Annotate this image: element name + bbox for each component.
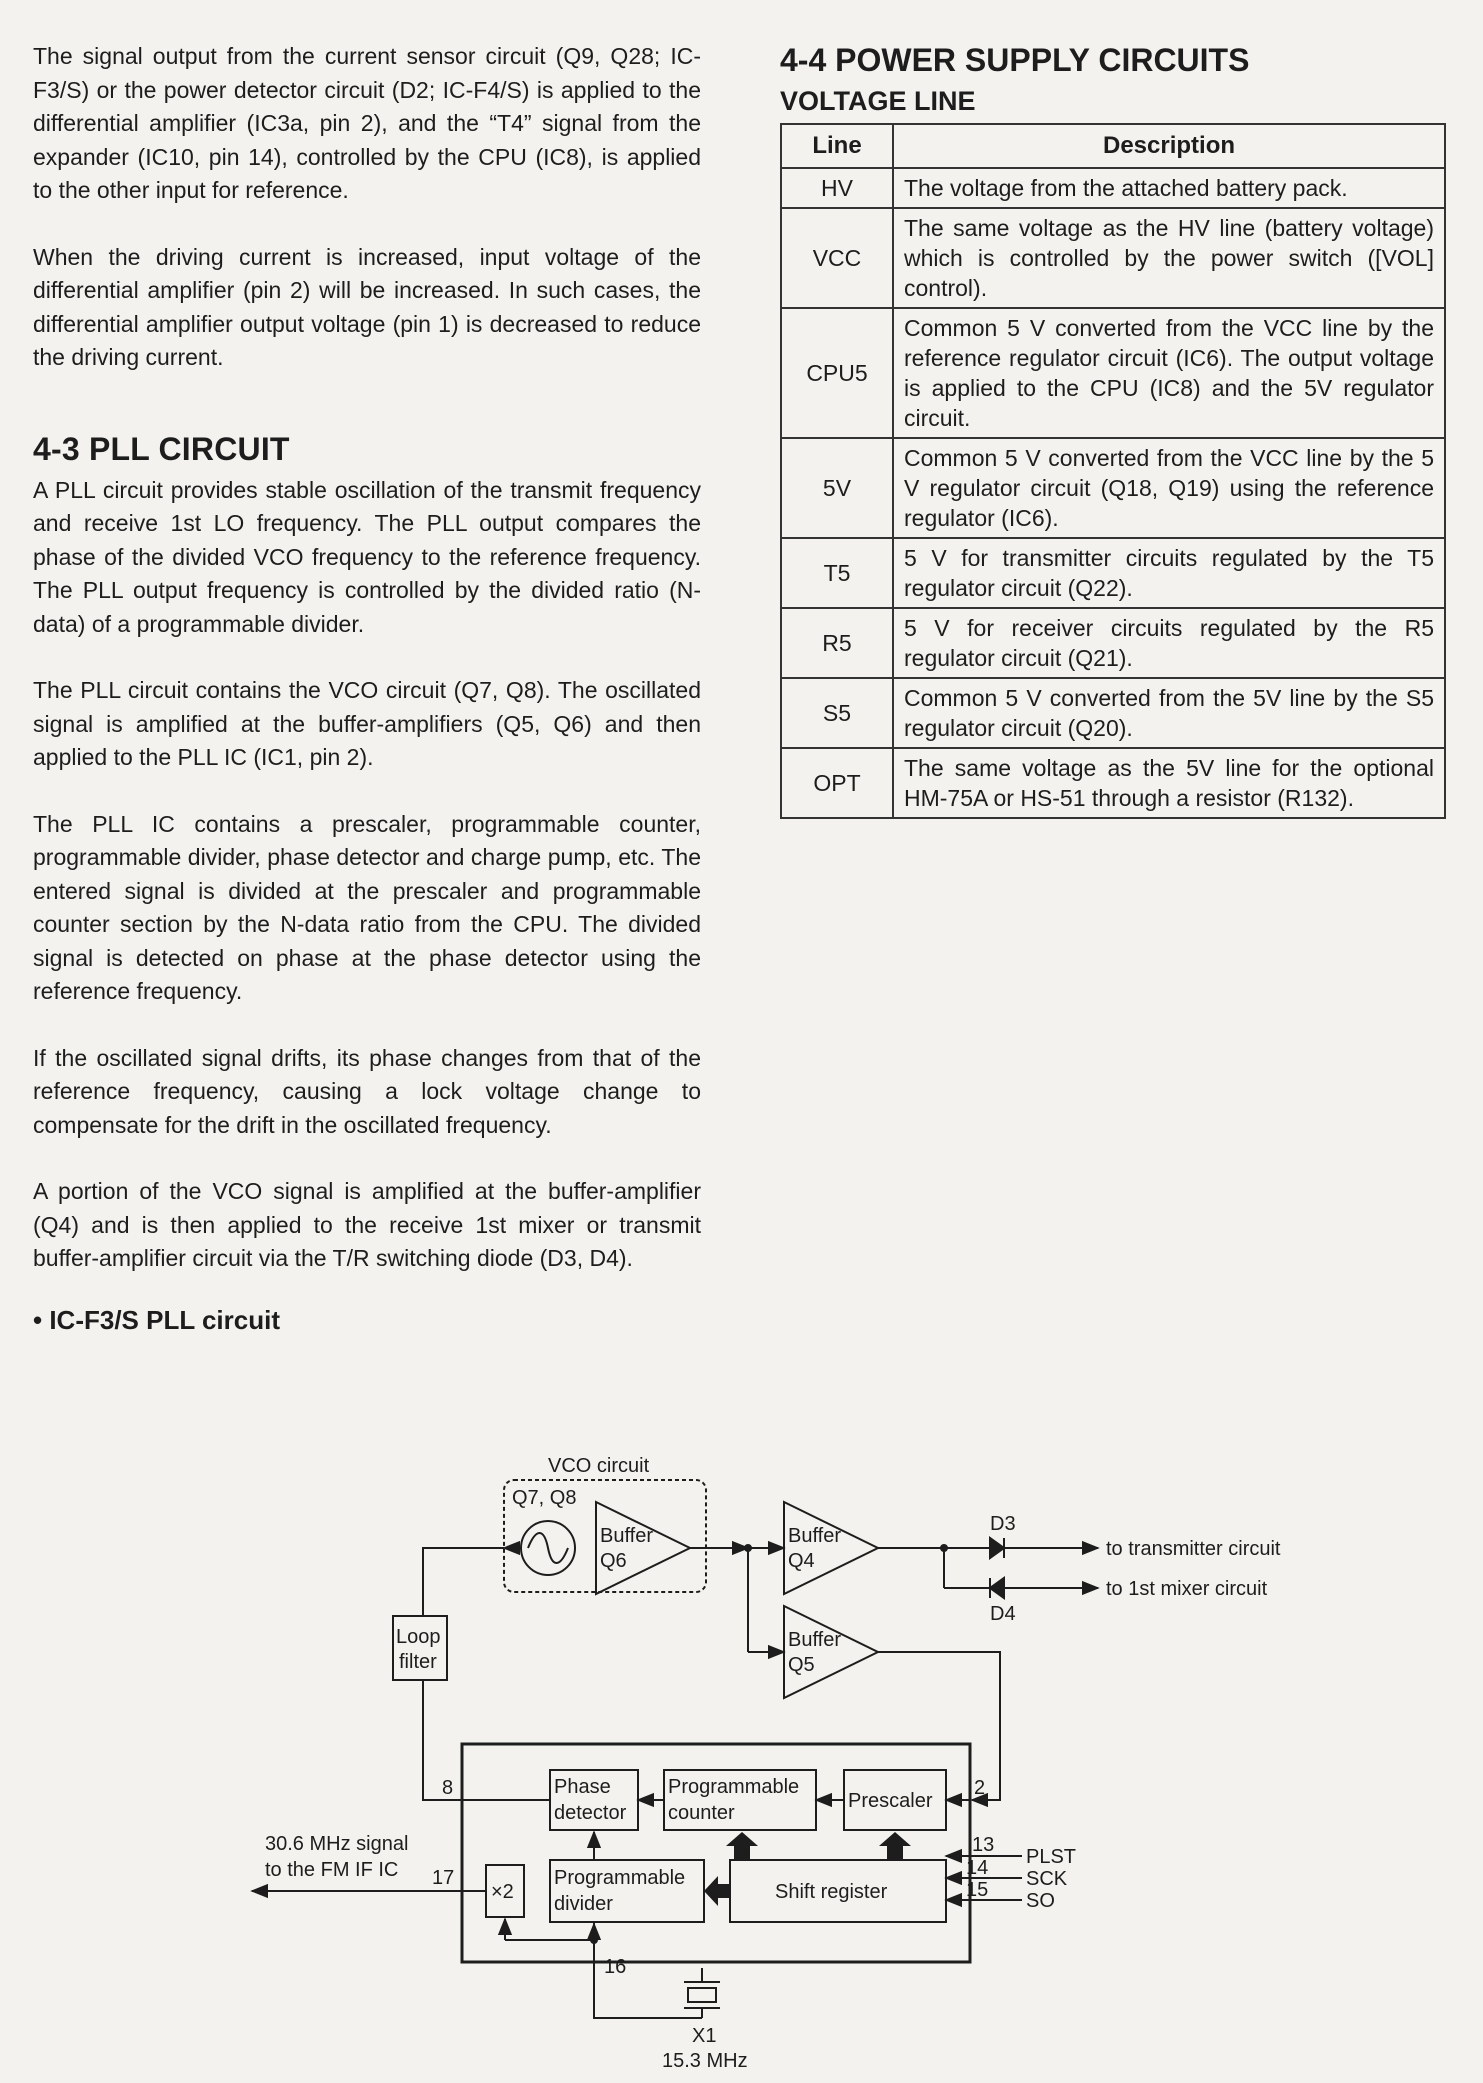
power-supply-heading: 4-4 POWER SUPPLY CIRCUITS <box>780 42 1250 78</box>
col-header-line: Line <box>781 124 893 168</box>
desc-cell: 5 V for transmitter circuits regulated by the T5 regulator circuit (Q22). <box>893 538 1445 608</box>
right-column <box>780 40 1448 819</box>
q7q8-label: Q7, Q8 <box>512 1487 577 1509</box>
desc-cell: The same voltage as the HV line (battery voltage) which is controlled by the power switch ([VOL] control). <box>893 208 1445 308</box>
buffer-q5-triangle <box>784 1606 878 1698</box>
desc-cell: 5 V for receiver circuits regulated by the R5 regulator circuit (Q21). <box>893 608 1445 678</box>
loop-filter-label: Loop <box>396 1626 441 1648</box>
shift-to-divider-arrow <box>704 1876 730 1906</box>
pin-13: 13 <box>972 1834 995 1856</box>
loop-filter-sub: filter <box>399 1651 437 1673</box>
d3-label: D3 <box>990 1513 1016 1535</box>
buffer-q4-label: Buffer <box>788 1525 841 1547</box>
diagram-title: • IC-F3/S PLL circuit <box>33 1304 280 1335</box>
programmable-divider-label: Programmable <box>554 1867 686 1889</box>
shift-register-label: Shift register <box>775 1881 888 1903</box>
pll-heading: 4-3 PLL CIRCUIT <box>33 430 290 467</box>
pll-para-1: A PLL circuit provides stable oscillation of the transmit frequency and receive 1st LO frequency. The PLL output compares the phase of the divided VCO frequency to the reference frequency. The PLL output frequency is controlled by the divided ratio (N-data) of a programmable divider. <box>33 476 701 637</box>
line-cell: S5 <box>781 678 893 748</box>
programmable-counter-sub: counter <box>668 1802 735 1824</box>
pin-2: 2 <box>974 1777 986 1799</box>
line-cell: HV <box>781 168 893 208</box>
d4-label: D4 <box>990 1603 1016 1625</box>
buffer-q6-sub: Q6 <box>600 1550 627 1572</box>
buffer-q4-sub: Q4 <box>788 1550 815 1572</box>
buffer-q6-triangle <box>596 1502 690 1594</box>
line-cell: R5 <box>781 608 893 678</box>
shift-to-counter-arrow <box>726 1832 758 1860</box>
line-cell: OPT <box>781 748 893 818</box>
line-cell: 5V <box>781 438 893 538</box>
pll-para-3: The PLL IC contains a prescaler, programmable counter, programmable divider, phase detector and charge pump, etc. The entered signal is divided at the prescaler and programmable counter section by the N-data ratio from the CPU. The divided signal is detected on phase at the phase detector using the reference frequency. <box>33 810 701 1004</box>
signal-label: 30.6 MHz signal <box>265 1833 409 1855</box>
para-driving-current: When the driving current is increased, input voltage of the differential amplifier (pin 2) will be increased. In such cases, the differential amplifier output voltage (pin 1) is decreased to reduce the driving current. <box>33 243 701 370</box>
crystal-freq-label: 15.3 MHz <box>662 2050 748 2072</box>
table-row <box>781 308 1445 438</box>
pll-circuit-diagram <box>0 1440 1483 2083</box>
buffer-q5-label: Buffer <box>788 1629 841 1651</box>
phase-detector-label: Phase <box>554 1776 611 1798</box>
table-row <box>781 678 1445 748</box>
phase-detector-sub: detector <box>554 1802 627 1824</box>
para-current-sensor: The signal output from the current sensor circuit (Q9, Q28; IC-F3/S) or the power detector circuit (D2; IC-F4/S) is applied to the differential amplifier (IC3a, pin 2), and the “T4” signal from the expander (IC10, pin 14), controlled by the CPU (IC8), is applied to the other input for reference. <box>33 43 701 203</box>
buffer-q4-triangle <box>784 1502 878 1594</box>
to-mixer-label: to 1st mixer circuit <box>1106 1578 1268 1600</box>
signal-sub: to the FM IF IC <box>265 1859 399 1881</box>
pll-para-4: If the oscillated signal drifts, its phase changes from that of the reference frequency, causing a lock voltage change to compensate for the drift in the oscillated frequency. <box>33 1044 701 1138</box>
pll-para-5: A portion of the VCO signal is amplified at the buffer-amplifier (Q4) and is then applied to the receive 1st mixer or transmit buffer-amplifier circuit via the T/R switching diode (D3, D4). <box>33 1178 701 1271</box>
table-row <box>781 208 1445 308</box>
voltage-line-heading: VOLTAGE LINE <box>780 86 976 116</box>
pin-8: 8 <box>442 1777 454 1799</box>
pin-16: 16 <box>604 1956 627 1978</box>
programmable-divider-sub: divider <box>554 1893 613 1915</box>
x1-label: X1 <box>692 2025 717 2047</box>
desc-cell: The same voltage as the 5V line for the optional HM-75A or HS-51 through a resistor (R132). <box>893 748 1445 818</box>
buffer-q6-label: Buffer <box>600 1525 653 1547</box>
table-row <box>781 608 1445 678</box>
diode-d3 <box>990 1538 1004 1558</box>
table-row <box>781 438 1445 538</box>
line-cell: T5 <box>781 538 893 608</box>
pll-para-2: The PLL circuit contains the VCO circuit (Q7, Q8). The oscillated signal is amplified at the buffer-amplifiers (Q5, Q6) and then applied to the PLL IC (IC1, pin 2). <box>33 677 701 770</box>
buffer-q5-sub: Q5 <box>788 1654 815 1676</box>
desc-cell: Common 5 V converted from the 5V line by the S5 regulator circuit (Q20). <box>893 678 1445 748</box>
table-row <box>781 748 1445 818</box>
pin-15: 15 <box>966 1879 989 1901</box>
shift-to-prescaler-arrow <box>879 1832 911 1860</box>
left-column <box>33 40 701 1336</box>
desc-cell: Common 5 V converted from the VCC line by the 5 V regulator circuit (Q18, Q19) using the reference regulator (IC6). <box>893 438 1445 538</box>
programmable-counter-label: Programmable <box>668 1776 800 1798</box>
sck-label: SCK <box>1026 1868 1068 1890</box>
prescaler-label: Prescaler <box>848 1790 933 1812</box>
pin-14: 14 <box>966 1857 989 1879</box>
line-cell: CPU5 <box>781 308 893 438</box>
vco-label: VCO circuit <box>548 1455 650 1477</box>
plst-label: PLST <box>1026 1846 1077 1868</box>
desc-cell: Common 5 V converted from the VCC line by the reference regulator circuit (IC6). The output voltage is applied to the CPU (IC8) and the 5V regulator circuit. <box>893 308 1445 438</box>
so-label: SO <box>1026 1890 1055 1912</box>
desc-cell: The voltage from the attached battery pack. <box>893 168 1445 208</box>
col-header-description: Description <box>893 124 1445 168</box>
to-transmitter-label: to transmitter circuit <box>1106 1538 1281 1560</box>
table-row <box>781 538 1445 608</box>
multiplier-label: ×2 <box>491 1881 514 1903</box>
line-cell: VCC <box>781 208 893 308</box>
diode-d4 <box>990 1578 1004 1598</box>
table-row <box>781 168 1445 208</box>
pin-17: 17 <box>432 1867 455 1889</box>
voltage-line-table <box>780 123 1446 819</box>
